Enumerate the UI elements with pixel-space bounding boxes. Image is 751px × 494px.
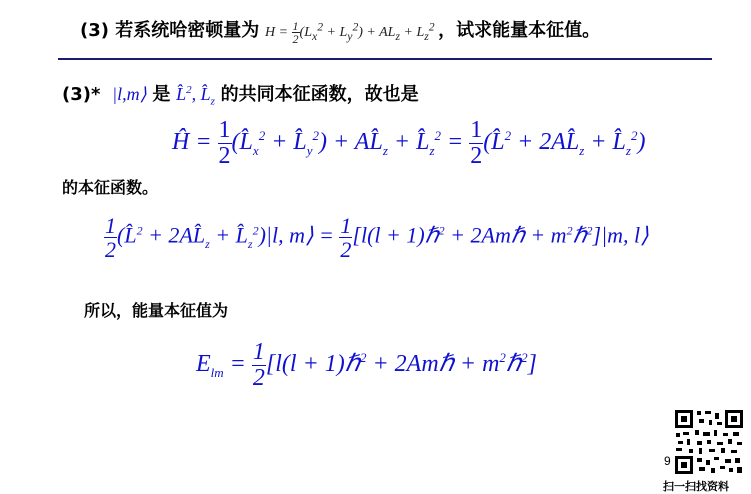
ket-l-m: |l,m⟩ <box>112 84 147 104</box>
problem-statement <box>80 16 600 46</box>
operators-L2-Lz: L̂$^2$, $L̂_z$ <box>176 84 215 108</box>
equation-3: $E_{lm}$ = $\frac{1}{2}$ [l(l + 1)ℏ$^2$ + 2Amℏ + $m^2\hbar^2$] <box>196 339 537 392</box>
line1-text: 的共同本征函数，故也是 <box>220 84 419 105</box>
equation-2: $\frac{1}{2}$ (L̂$^2$ + $2AL̂_z$ + $L̂_z^2)|l$, m⟩ = $\frac{1}{2}$ [l(l + 1)ℏ$^2$ + 2Amℏ + $m^2\hbar^2]|m$, l⟩ <box>105 213 649 263</box>
equation-1: Ĥ = $\frac{1}{2}$ ($L̂_x^2$ + $L̂_y^2$) + $AL̂_z$ + $L̂_z^2$ = $\frac{1}{2}$ (L̂$^2$ + $2AL̂_z$ + $L̂_z^2$) <box>172 117 646 170</box>
header-divider <box>58 58 712 60</box>
problem-suffix: ，试求能量本征值。 <box>438 20 601 41</box>
solution-line-2: 的本征函数。 <box>62 178 159 197</box>
solution-line-3: 所以，能量本征值为 <box>84 301 229 320</box>
qr-code <box>673 408 745 476</box>
qr-code-graphic <box>673 408 745 476</box>
problem-prefix: (3) 若系统哈密顿量为 <box>80 20 260 41</box>
solution-line-1 <box>62 80 419 108</box>
line1-is: 是 <box>152 84 171 105</box>
page-number: 9 <box>664 454 671 468</box>
hamiltonian-formula: H = $\frac{1}{2}$ $(L_x^2 + L_y^2) + AL_z + L_z^2$ <box>264 18 435 47</box>
qr-label: 扫一扫找资料 <box>663 480 729 493</box>
solution-label: (3)* <box>62 84 101 105</box>
